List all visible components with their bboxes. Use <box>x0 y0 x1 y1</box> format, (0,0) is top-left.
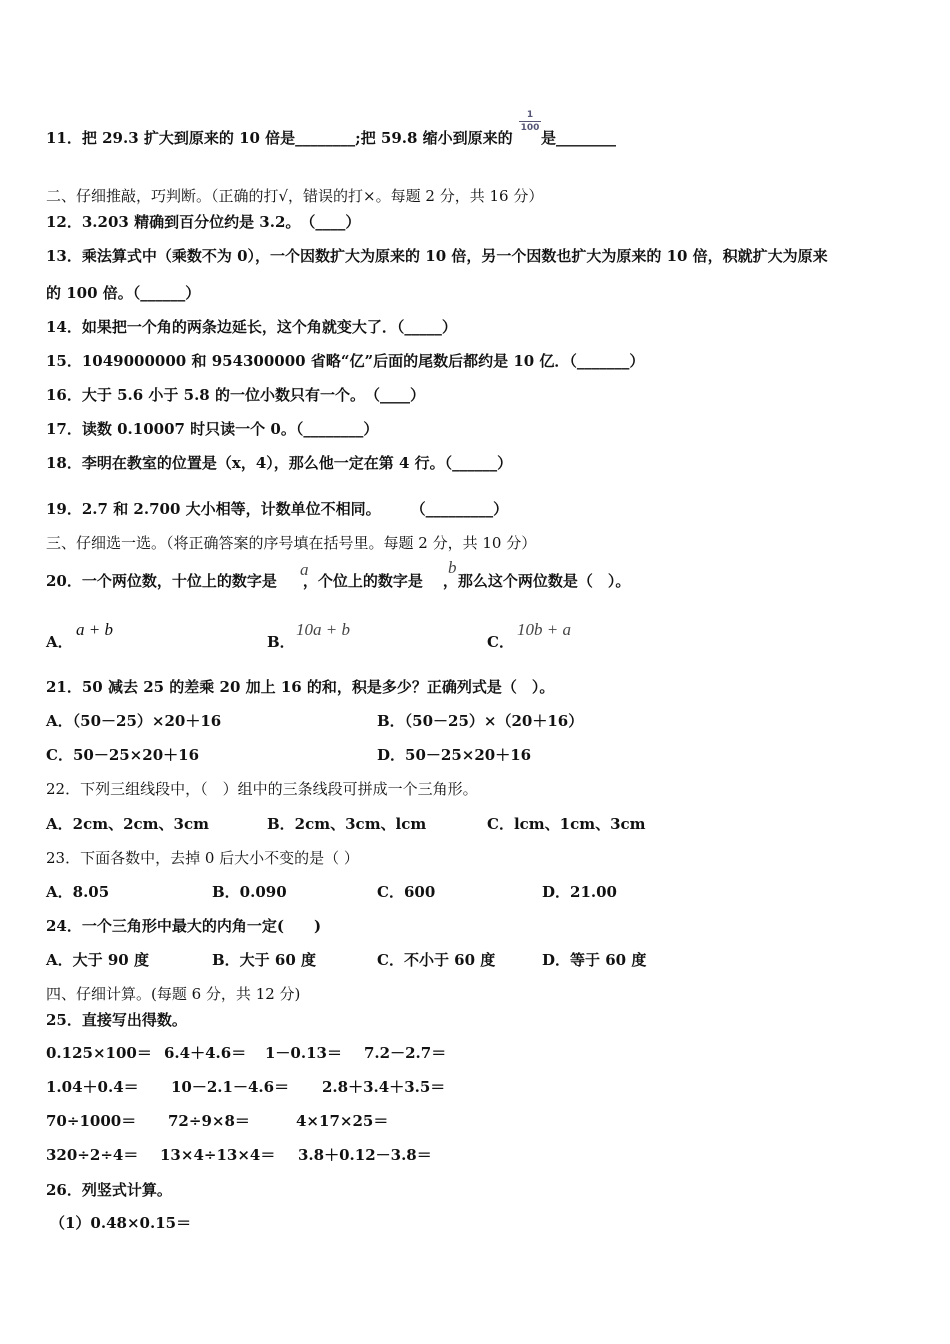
q21-option-a: A．（50－25）×20＋16 <box>46 712 222 730</box>
q22-option-b: B．2cm、3cm、lcm <box>267 815 427 833</box>
question-11 <box>46 128 513 148</box>
section-4-heading: 四、仔细计算。(每题 6 分，共 12 分) <box>46 985 301 1003</box>
question-24: 24．一个三角形中最大的内角一定( ) <box>46 917 322 935</box>
q21-option-b: B．（50－25）×（20＋16） <box>377 712 584 730</box>
calc-item: 7.2－2.7＝ <box>364 1044 447 1062</box>
q21-option-c: C．50－25×20＋16 <box>46 746 200 764</box>
calc-item: 1－0.13＝ <box>265 1044 342 1062</box>
question-17: 17．读数 0.10007 时只读一个 0。（________） <box>46 420 379 438</box>
question-13-line2: 的 100 倍。（______） <box>46 284 201 302</box>
calc-item: 70÷1000＝ <box>46 1112 137 1130</box>
calc-item: 4×17×25＝ <box>296 1112 389 1130</box>
question-22: 22．下列三组线段中，（ ）组中的三条线段可拼成一个三角形。 <box>46 780 478 798</box>
q26-item-1: （1）0.48×0.15＝ <box>50 1214 192 1232</box>
fraction-denominator: 100 <box>520 123 540 133</box>
q20-option-a-expr: a + b <box>76 620 113 639</box>
calc-item: 10－2.1－4.6＝ <box>171 1078 290 1096</box>
question-16: 16．大于 5.6 小于 5.8 的一位小数只有一个。 （____） <box>46 386 425 404</box>
q20-part3: ，那么这个两位数是（ ）。 <box>442 572 631 590</box>
calc-item: 320÷2÷4＝ <box>46 1146 139 1164</box>
variable-a: a <box>300 560 309 579</box>
fraction-numerator: 1 <box>526 110 534 120</box>
q20-option-b-expr: 10a + b <box>296 620 350 639</box>
question-19: 19．2.7 和 2.700 大小相等，计数单位不相同。 （_________） <box>46 500 509 518</box>
q20-part2: ，个位上的数字是 <box>302 572 423 590</box>
question-25: 25．直接写出得数。 <box>46 1011 187 1029</box>
question-18: 18．李明在教室的位置是（x，4），那么他一定在第 4 行。（______） <box>46 454 513 472</box>
question-12: 12．3.203 精确到百分位约是 3.2。 （____） <box>46 213 361 231</box>
q22-option-c: C．lcm、1cm、3cm <box>487 815 646 833</box>
q24-option-d: D．等于 60 度 <box>542 951 647 969</box>
question-23: 23．下面各数中，去掉 0 后大小不变的是（ ） <box>46 849 359 867</box>
calc-item: 6.4＋4.6＝ <box>164 1044 247 1062</box>
q23-option-c: C．600 <box>377 883 436 901</box>
q24-option-c: C．不小于 60 度 <box>377 951 496 969</box>
q20-part1: 20．一个两位数，十位上的数字是 <box>46 572 277 590</box>
section-2-heading: 二、仔细推敲，巧判断。（正确的打√，错误的打×。每题 2 分，共 16 分） <box>46 187 544 205</box>
calc-item: 72÷9×8＝ <box>168 1112 250 1130</box>
q23-option-a: A．8.05 <box>46 883 110 901</box>
q23-option-b: B．0.090 <box>212 883 287 901</box>
calc-item: 2.8＋3.4＋3.5＝ <box>322 1078 446 1096</box>
q21-option-d: D．50－25×20＋16 <box>377 746 532 764</box>
q20-option-b-label: B． <box>267 633 295 651</box>
calc-item: 13×4÷13×4＝ <box>160 1146 276 1164</box>
q11-tail: 是________ <box>541 129 617 147</box>
variable-b: b <box>448 558 457 577</box>
q24-option-a: A．大于 90 度 <box>46 951 149 969</box>
question-20 <box>46 571 630 591</box>
q23-option-d: D．21.00 <box>542 883 617 901</box>
question-26: 26．列竖式计算。 <box>46 1181 172 1199</box>
q24-option-b: B．大于 60 度 <box>212 951 316 969</box>
section-3-heading: 三、仔细选一选。（将正确答案的序号填在括号里。每题 2 分，共 10 分） <box>46 534 537 552</box>
fraction-one-hundredth <box>519 110 541 133</box>
q20-option-a-label: A． <box>46 633 73 651</box>
q20-option-c-label: C． <box>487 633 514 651</box>
q20-option-c-expr: 10b + a <box>517 620 571 639</box>
question-14: 14．如果把一个角的两条边延长，这个角就变大了．（_____） <box>46 318 457 336</box>
question-13-line1: 13．乘法算式中（乘数不为 0），一个因数扩大为原来的 10 倍，另一个因数也扩大为原来的 10 倍，积就扩大为原来 <box>46 247 828 265</box>
question-15: 15．1049000000 和 954300000 省略“亿”后面的尾数后都约是 10 亿．（_______） <box>46 352 645 370</box>
calc-item: 3.8＋0.12－3.8＝ <box>298 1146 432 1164</box>
calc-item: 0.125×100＝ <box>46 1044 152 1062</box>
q11-text: 11．把 29.3 扩大到原来的 10 倍是________;把 59.8 缩小到原来的 <box>46 129 513 147</box>
q22-option-a: A．2cm、2cm、3cm <box>46 815 209 833</box>
question-21: 21．50 减去 25 的差乘 20 加上 16 的和，积是多少？正确列式是（ ）。 <box>46 678 555 696</box>
calc-item: 1.04＋0.4＝ <box>46 1078 139 1096</box>
